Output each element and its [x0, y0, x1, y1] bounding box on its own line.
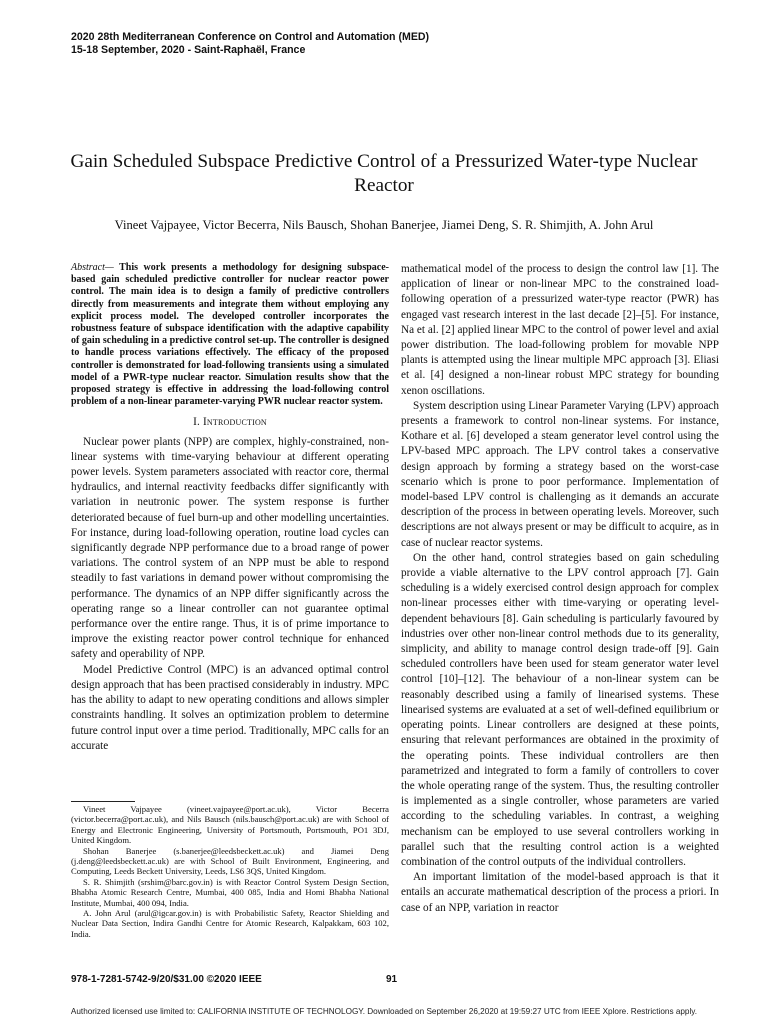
- footnote-divider: [71, 801, 135, 802]
- section-numeral: I.: [193, 416, 203, 429]
- isbn-copyright: 978-1-7281-5742-9/20/$31.00 ©2020 IEEE: [71, 974, 262, 985]
- right-column: [401, 262, 719, 916]
- section-title: Introduction: [203, 416, 267, 429]
- abstract: [71, 262, 389, 408]
- license-notice: Authorized licensed use limited to: CALIFORNIA INSTITUTE OF TECHNOLOGY. Downloaded on September 26,2020 at 19:59:27 UTC from IEEE Xplore. Restrictions apply.: [70, 1007, 698, 1016]
- paper-title: Gain Scheduled Subspace Predictive Control of a Pressurized Water-type Nuclear Reactor: [70, 151, 698, 196]
- paragraph: An important limitation of the model-based approach is that it entails an accurate mathematical description of the process a priori. In case of an NPP, variation in reactor: [401, 871, 719, 914]
- paragraph: mathematical model of the process to design the control law [1]. The application of linear or non-linear MPC to the constrained load-following operation of a pressurized water-type reactor (PWR) has engaged vast research interest in the last decade [2]–[5]. For instance, Na et al. [2] applied linear MPC to the control of power level and axial power distribution. The load-following problem for movable NPP plants is attempted using the linear multiple MPC approach [3]. Eliasi et al. [4] designed a non-linear robust MPC strategy for bounding xenon oscillations.: [401, 263, 719, 397]
- author-list: Vineet Vajpayee, Victor Becerra, Nils Bausch, Shohan Banerjee, Jiamei Deng, S. R. Shimjith, A. John Arul: [114, 218, 654, 232]
- author-footnotes: [71, 804, 389, 939]
- abstract-text: This work presents a methodology for designing subspace-based gain scheduled predictive controller for nuclear reactor power control. The main idea is to design a family of predictive controllers directly from measurements and integrate them without employing any explicit process model. The developed controller incorporates the robustness feature of subspace identification with the adaptive capability of gain scheduling in a predictive control set-up. The controller is designed to handle process variations effectively. The efficacy of the proposed controller is demonstrated for load-following transients using a simulated model of a PWR-type nuclear reactor. Simulation results show that the proposed strategy is effective in addressing the load-following control problem of a non-linear parameter-varying PWR nuclear reactor system.: [71, 262, 389, 408]
- paragraph: System description using Linear Parameter Varying (LPV) approach presents a framework to control non-linear systems. For instance, Kothare et al. [6] developed a steam generator level control using the LPV-based MPC approach. The LPV control takes a conservative design approach by forming a strategy based on the worst-case scenario which is prone to poor performance. Implementation of model-based LPV control is challenging as it demands an accurate description of the process in between operating levels. Moreover, such descriptions are not always present or may be difficult to acquire, as in case of nuclear reactor systems.: [401, 399, 719, 549]
- left-column: [71, 262, 389, 754]
- conference-dates-location: 15-18 September, 2020 - Saint-Raphaël, France: [71, 44, 306, 56]
- conference-name: 2020 28th Mediterranean Conference on Control and Automation (MED): [71, 31, 430, 43]
- section-heading-introduction: [71, 415, 389, 430]
- conference-header: [71, 31, 429, 57]
- footnote: Shohan Banerjee (s.banerjee@leedsbeckett.ac.uk) and Jiamei Deng (j.deng@leedsbeckett.ac.uk) are with School of Built Environment, Engineering, and Computing, Leeds Beckett University, Leeds, LS6 3QS, United Kingdom.: [71, 845, 389, 877]
- abstract-label: Abstract—: [71, 262, 114, 273]
- footnote: S. R. Shimjith (srshim@barc.gov.in) is with Reactor Control System Design Section, Bhabha Atomic Research Centre, Mumbai, 400 085, India and Homi Bhabha National Institute, Mumbai, 400 094, India.: [71, 876, 389, 908]
- footnote: Vineet Vajpayee (vineet.vajpayee@port.ac.uk), Victor Becerra (victor.becerra@port.ac.uk), and Nils Bausch (nils.bausch@port.ac.uk) are with School of Energy and Electronic Engineering, University of Portsmouth, Portsmouth, PO1 3DJ, United Kingdom.: [71, 804, 389, 846]
- paragraph: On the other hand, control strategies based on gain scheduling provide a viable alternative to the LPV control approach [7]. Gain scheduling is a widely exercised control design approach for complex non-linear processes either with time-varying or operating level-dependent behaviours [8]. Gain scheduling is particularly favoured by industries over other non-linear control methods due to its generality, simplicity, and ability to manage control design trade-off [9]. Gain scheduled controllers have been used for steam generator water level control [10]–[12]. The behaviour of a non-linear system can be reasonably described using a family of linearised systems. These linearised systems are evaluated at a set of well-defined equilibrium or operating points. Linear controllers are designed at these points, ensuring that relevant performances are obtained in the proximity of the operating points. These individual controllers are then parametrized and integrated to form a family of controllers to cover the whole operating range of the system. Thus, the resulting controller is implemented as a single controller, whose parameters are varied according to the scheduling variables. In contrast, a weighing mechanism can be employed to use several controllers working in parallel such that the resulting control action is a weighted combination of the control outputs of the individual controllers.: [401, 551, 719, 868]
- paragraph: Nuclear power plants (NPP) are complex, highly-constrained, non-linear systems with time-varying behaviour at different operating power levels. System parameters associated with reactor core, thermal hydraulics, and internal reactivity feedbacks differ significantly with variation in neutronic power. The system response is further deteriorated because of fuel burn-up and other modelling uncertainties. For instance, during load-following operation, routine load cycles can significantly degrade NPP performance due to a broad range of power variations. The control system of an NPP must be able to respond steadily to fast variations in demand power without compromising the performance. The dynamics of an NPP differ significantly across the operating range so a linear controller can not guarantee optimal performance over the entire range. Thus, it is of prime importance to improve the existing reactor power control technique for enhanced safety and operability of NPP.: [71, 435, 389, 661]
- page-number: 91: [386, 974, 398, 985]
- footnote: A. John Arul (arul@igcar.gov.in) is with Probabilistic Safety, Reactor Shielding and Nuclear Data Section, Indira Gandhi Centre for Atomic Research, Kalpakkam, 603 102, India.: [71, 908, 389, 939]
- paragraph: Model Predictive Control (MPC) is an advanced optimal control design approach that has been practised considerably in industry. MPC has the ability to adapt to new operating conditions and allows simpler constraints handling. It solves an optimization problem to determine future control input over a time period. Traditionally, MPC calls for an accurate: [71, 663, 389, 752]
